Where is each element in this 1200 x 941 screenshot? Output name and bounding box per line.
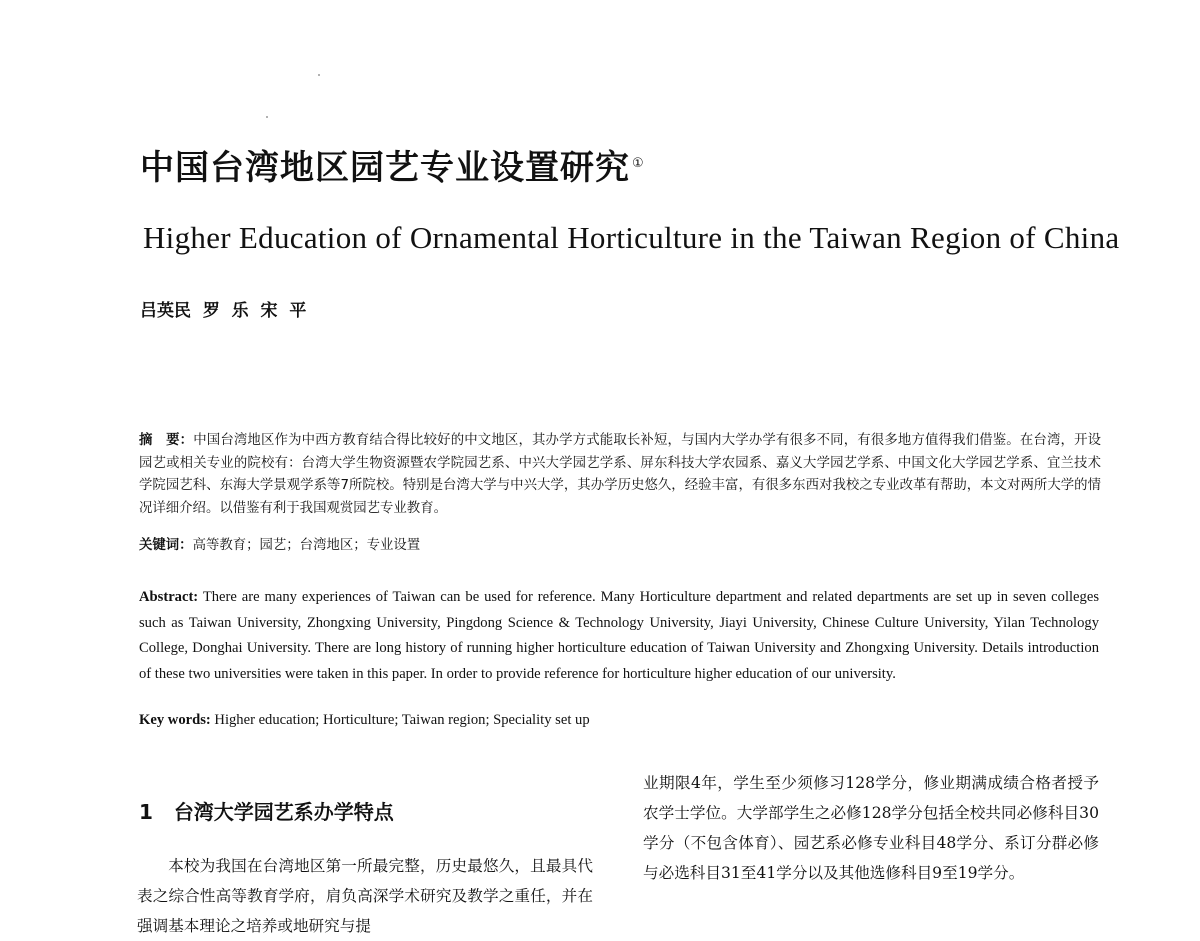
abstract-text: 中国台湾地区作为中西方教育结合得比较好的中文地区，其办学方式能取长补短，与国内大学办学有很多不同，有很多地方值得我们借鉴。在台湾，开设园艺或相关专业的院校有：台湾大学生物资源暨农学院园艺系、中兴大学园艺学系、屏东科技大学农园系、嘉义大学园艺学系、中国文化大学园艺学系、宜兰技术学院园艺科、东海大学景观学系等7所院校。特别是台湾大学与中兴大学，其办学历史悠久，经验丰富，有很多东西对我校之专业改革有帮助，本文对两所大学的情况详细介绍。以借鉴有利于我国观赏园艺专业教育。: [139, 433, 1102, 516]
author-list: 吕英民 罗 乐 宋 平: [140, 301, 307, 321]
abstract-chinese: [139, 430, 1101, 520]
section-heading: [139, 796, 394, 825]
footnote-mark: ①: [632, 155, 645, 171]
keywords-english: [139, 712, 590, 729]
keywords-text: 高等教育；园艺；台湾地区；专业设置: [192, 538, 421, 553]
section-title: 台湾大学园艺系办学特点: [173, 800, 394, 824]
title-text: 中国台湾地区园艺专业设置研究: [140, 148, 630, 188]
body-column-left: 本校为我国在台湾地区第一所最完整，历史最悠久，且最具代表之综合性高等教育学府，肩负高深学术研究及教学之重任，并在强调基本理论之培养或地研究与提: [137, 857, 593, 935]
paper-title-chinese: [140, 140, 645, 189]
keywords-text: Higher education; Horticulture; Taiwan region; Speciality set up: [214, 712, 590, 728]
body-column-right: 业期限4年，学生至少须修习128学分，修业期满成绩合格者授予农学士学位。大学部学生之必修128学分包括全校共同必修科目30学分（不包含体育）、园艺系必修专业科目48学分、系订分群必修与必选科目31至41学分以及其他选修科目9至19学分。: [643, 774, 1099, 882]
scan-speck: [266, 116, 268, 118]
abstract-english: [139, 585, 1099, 687]
scan-speck: [318, 74, 320, 76]
section-number: 1: [139, 800, 153, 824]
abstract-label: 摘 要：: [139, 433, 194, 448]
keywords-chinese: [139, 534, 420, 553]
abstract-text: There are many experiences of Taiwan can be used for reference. Many Horticulture department and related departments are set up in seven colleges such as Taiwan University, Zhongxing University, Pingdong Science & Technology University, Jiayi University, Chinese Culture University, Yilan Technology College, Donghai University. There are long history of running higher horticulture education of Taiwan University and Zhongxing University. Details introduction of these two universities were taken in this paper. In order to provide reference for horticulture higher education of our university.: [139, 589, 1099, 682]
abstract-label: Abstract:: [139, 589, 199, 605]
paper-title-english: Higher Education of Ornamental Horticulture in the Taiwan Region of China: [143, 220, 1120, 255]
keywords-label: 关键词：: [139, 538, 193, 553]
keywords-label: Key words:: [139, 712, 211, 728]
